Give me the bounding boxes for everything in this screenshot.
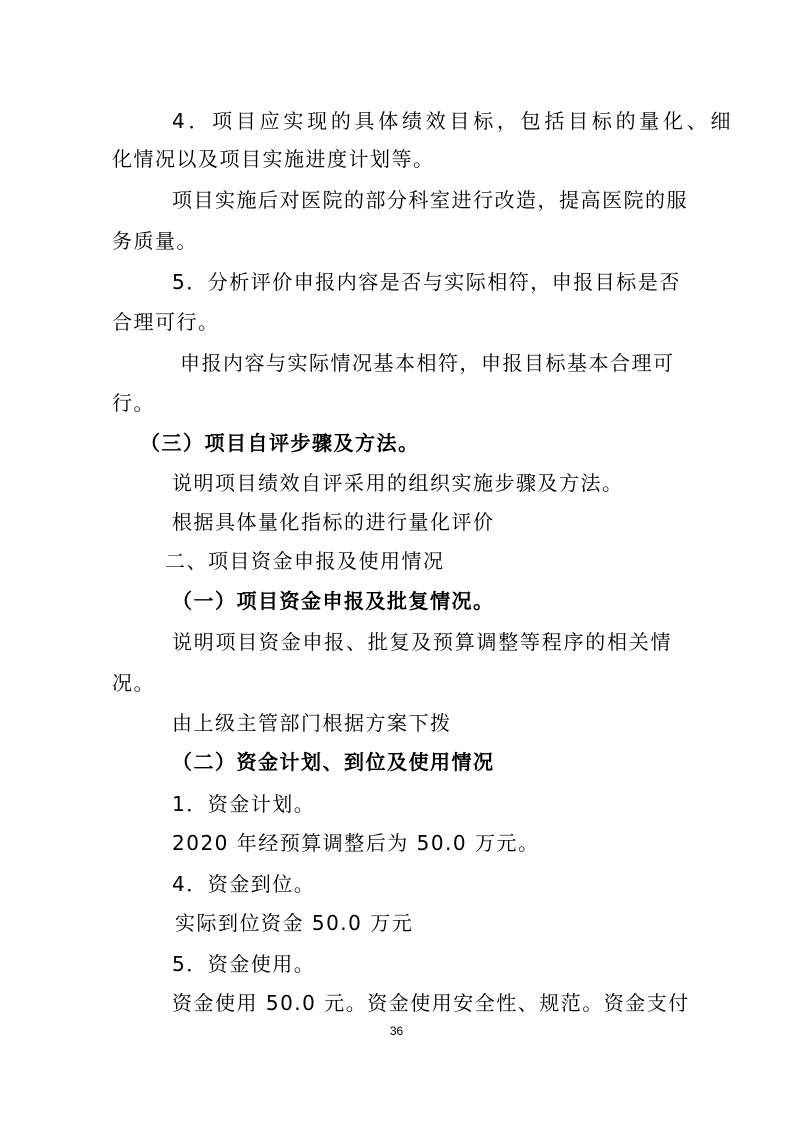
paragraph-line: 根据具体量化指标的进行量化评价 (172, 510, 495, 534)
paragraph-line: 由上级主管部门根据方案下拨 (172, 711, 452, 735)
paragraph-line: 务质量。 (112, 229, 198, 253)
paragraph-line: 实际到位资金 50.0 万元 (175, 911, 414, 935)
paragraph-line: 说明项目绩效自评采用的组织实施步骤及方法。 (172, 471, 624, 495)
paragraph-line: 2020 年经预算调整后为 50.0 万元。 (172, 831, 540, 855)
section-heading: （二）资金计划、到位及使用情况 (172, 750, 495, 774)
paragraph-line: 4．资金到位。 (172, 872, 316, 896)
paragraph-line: 化情况以及项目实施进度计划等。 (112, 147, 435, 171)
paragraph-line: 1．资金计划。 (172, 792, 316, 816)
paragraph-line: 5．资金使用。 (172, 952, 316, 976)
paragraph-line: 申报内容与实际情况基本相符，申报目标基本合理可 (180, 351, 675, 375)
paragraph-line: 行。 (112, 391, 155, 415)
section-heading: （一）项目资金申报及批复情况。 (172, 589, 495, 613)
paragraph-line: 说明项目资金申报、批复及预算调整等程序的相关情 (172, 630, 672, 654)
section-heading: 二、项目资金申报及使用情况 (165, 549, 445, 573)
paragraph-line: 况。 (112, 671, 155, 695)
paragraph-line: 资金使用 50.0 元。资金使用安全性、规范。资金支付 (172, 991, 690, 1015)
section-heading: （三）项目自评步骤及方法。 (140, 431, 420, 455)
paragraph-line: 项目实施后对医院的部分科室进行改造，提高医院的服 (172, 188, 688, 212)
page-number: 36 (389, 1024, 404, 1038)
paragraph-line: 合理可行。 (112, 310, 220, 334)
paragraph-line: 5．分析评价申报内容是否与实际相符，申报目标是否 (172, 270, 681, 294)
paragraph-line: 4．项目应实现的具体绩效目标，包括目标的量化、细 (172, 109, 732, 133)
